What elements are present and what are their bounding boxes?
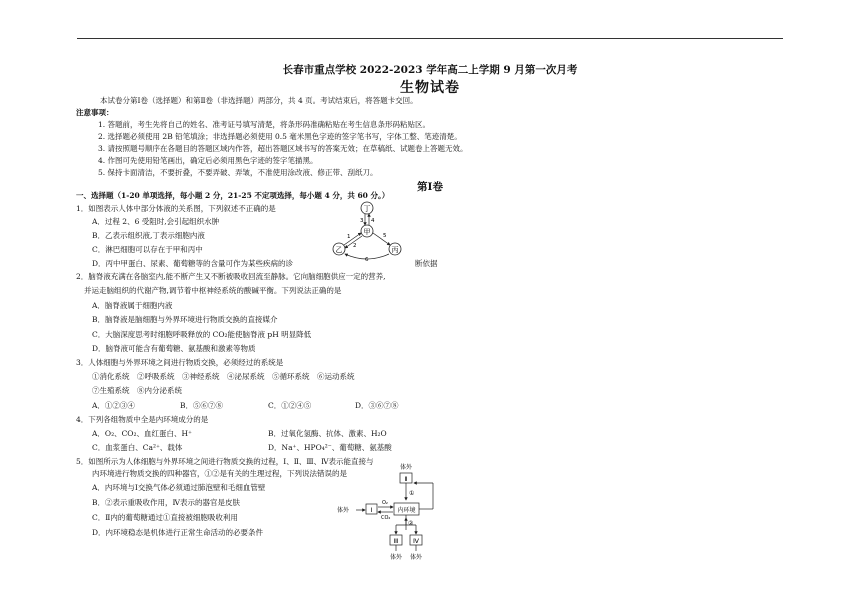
note-3: 3. 请按照题号顺序在各题目的答题区域内作答，超出答题区域书写的答案无效；在草稿纸、试题卷上答题无效。 (98, 144, 468, 153)
q1-option-d-trailing: 断依据 (415, 259, 438, 268)
gas-in-label: O₂ (382, 500, 388, 506)
process-label-1: ① (409, 490, 415, 497)
node-ding-label: 丁 (363, 205, 371, 213)
center-label: 内环境 (397, 507, 416, 514)
q4-option-d: D．Na⁺、HPO₄²⁻、葡萄糖、氨基酸 (268, 443, 392, 452)
process-label-2: ② (408, 520, 414, 527)
outside-label-bottom-right: 体外 (409, 554, 423, 561)
section-title: 第Ⅰ卷 (417, 181, 443, 193)
q3-choices-line1: ①消化系统 ②呼吸系统 ③神经系统 ④泌尿系统 ⑤循环系统 ⑥运动系统 (92, 372, 355, 381)
fluid-relation-diagram (325, 200, 415, 262)
exam-title: 长春市重点学校 2022-2023 学年高二上学期 9 月第一次月考 (282, 64, 578, 76)
q4-option-c: C．血浆蛋白、Ca²⁺、载体 (92, 443, 183, 452)
q5-option-b: B．②表示重吸收作用，Ⅳ表示的器官是皮肤 (92, 498, 241, 507)
q3-option-a: A．①②③④ (92, 401, 135, 410)
q3-option-d: D．③⑥⑦⑧ (355, 401, 399, 410)
q2-stem-cont: 并运走脑组织的代谢产物,调节着中枢神经系统的酸碱平衡。下列说法正确的是 (84, 286, 342, 295)
note-2: 2. 选择题必须使用 2B 铅笔填涂；非选择题必须使用 0.5 毫米黑色字迹的签字笔书写，字体工整、笔迹清楚。 (98, 132, 462, 141)
q5-stem: 5．如图所示为人体细胞与外界环境之间进行物质交换的过程，Ⅰ、Ⅱ、Ⅲ、Ⅳ表示能直接与 (76, 457, 374, 466)
q3-option-b: B．⑤⑥⑦⑧ (180, 401, 224, 410)
q4-option-a: A．O₂、CO₂、血红蛋白、H⁺ (92, 429, 192, 438)
q3-option-c: C．①②④⑤ (268, 401, 312, 410)
q2-option-c: C．大脑深度思考时细胞呼吸释放的 CO₂能使脑脊液 pH 明显降低 (92, 330, 312, 339)
note-1: 1. 答题前，考生先将自己的姓名、准考证号填写清楚，将条形码准确粘贴在考生信息条形码粘贴区。 (98, 120, 431, 129)
exam-subtitle: 生物试卷 (400, 80, 460, 96)
q1-option-c: C．淋巴细胞可以存在于甲和丙中 (92, 245, 203, 254)
header-rule (77, 38, 783, 39)
q3-choices-line2: ⑦生殖系统 ⑧内分泌系统 (92, 386, 182, 395)
q1-option-d: D．丙中甲蛋白、尿素、葡萄糖等的含量可作为某些疾病的诊 (92, 259, 294, 268)
q2-stem: 2．脑脊液充满在各脑室内,能不断产生又不断被吸收回流至静脉。它向脑细胞供应一定的营养, (76, 272, 386, 281)
notes-title: 注意事项： (76, 108, 114, 117)
q5-option-a: A．内环境与Ⅰ交换气体必须通过肺泡壁和毛细血管壁 (92, 483, 266, 492)
outside-label-left: 体外 (337, 507, 350, 514)
q4-option-b: B．过氧化氢酶、抗体、激素、H₂O (268, 429, 387, 438)
exchange-process-diagram (335, 462, 450, 562)
q5-stem-cont: 内环境进行物质交换的四种器官，①②是有关的生理过程，下列说法错误的是 (92, 469, 347, 478)
q5-option-c: C．Ⅱ内的葡萄糖通过①直接被细胞吸收利用 (92, 513, 238, 522)
outside-label-bottom-left: 体外 (389, 554, 403, 561)
q2-option-d: D．脑脊液可能含有葡萄糖、氨基酸和激素等物质 (92, 344, 256, 353)
section-instruction: 一、选择题（1-20 单项选择，每小题 2 分，21-25 不定项选择，每小题 4 分，共 60 分。） (76, 191, 390, 200)
organ-label-1: Ⅰ (370, 506, 373, 514)
organ-label-4: Ⅳ (413, 537, 419, 545)
intro-text: 本试卷分第Ⅰ卷（选择题）和第Ⅱ卷（非选择题）两部分，共 4 页。考试结束后，将答题卡交回。 (100, 96, 418, 105)
node-jia-label: 甲 (363, 228, 371, 236)
outside-label-top: 体外 (399, 464, 413, 471)
node-yi-label: 乙 (335, 246, 343, 254)
q4-stem: 4．下列各组物质中全是内环境成分的是 (76, 415, 209, 424)
node-bing-label: 丙 (391, 246, 399, 254)
edge-label-5: 5 (383, 233, 387, 239)
q3-stem: 3．人体细胞与外界环境之间进行物质交换，必须经过的系统是 (76, 358, 284, 367)
organ-label-3: Ⅲ (393, 537, 399, 545)
note-5: 5. 保持卡面清洁，不要折叠，不要弄破、弄皱，不准使用涂改液、修正带、刮纸刀。 (98, 168, 378, 177)
q1-stem: 1．如图表示人体中部分体液的关系图，下列叙述不正确的是 (76, 204, 276, 213)
gas-out-label: CO₂ (381, 515, 391, 521)
edge-label-1: 1 (347, 234, 351, 240)
edge-label-3: 3 (360, 218, 364, 224)
organ-label-2: Ⅱ (404, 475, 408, 483)
edge-label-6: 6 (365, 257, 369, 262)
q5-option-d: D．内环境稳态是机体进行正常生命活动的必要条件 (92, 528, 264, 537)
q2-option-b: B．脑脊液是脑细胞与外界环境进行物质交换的直接媒介 (92, 315, 278, 324)
edge-label-2: 2 (353, 243, 357, 249)
edge-label-4: 4 (371, 218, 375, 224)
q1-option-b: B．乙表示组织液,丁表示细胞内液 (92, 231, 205, 240)
note-4: 4. 作图可先使用铅笔画出，确定后必须用黑色字迹的签字笔描黑。 (98, 156, 318, 165)
q1-option-a: A．过程 2、6 受阻时,会引起组织水肿 (92, 217, 220, 226)
q2-option-a: A．脑脊液属于细胞内液 (92, 301, 173, 310)
